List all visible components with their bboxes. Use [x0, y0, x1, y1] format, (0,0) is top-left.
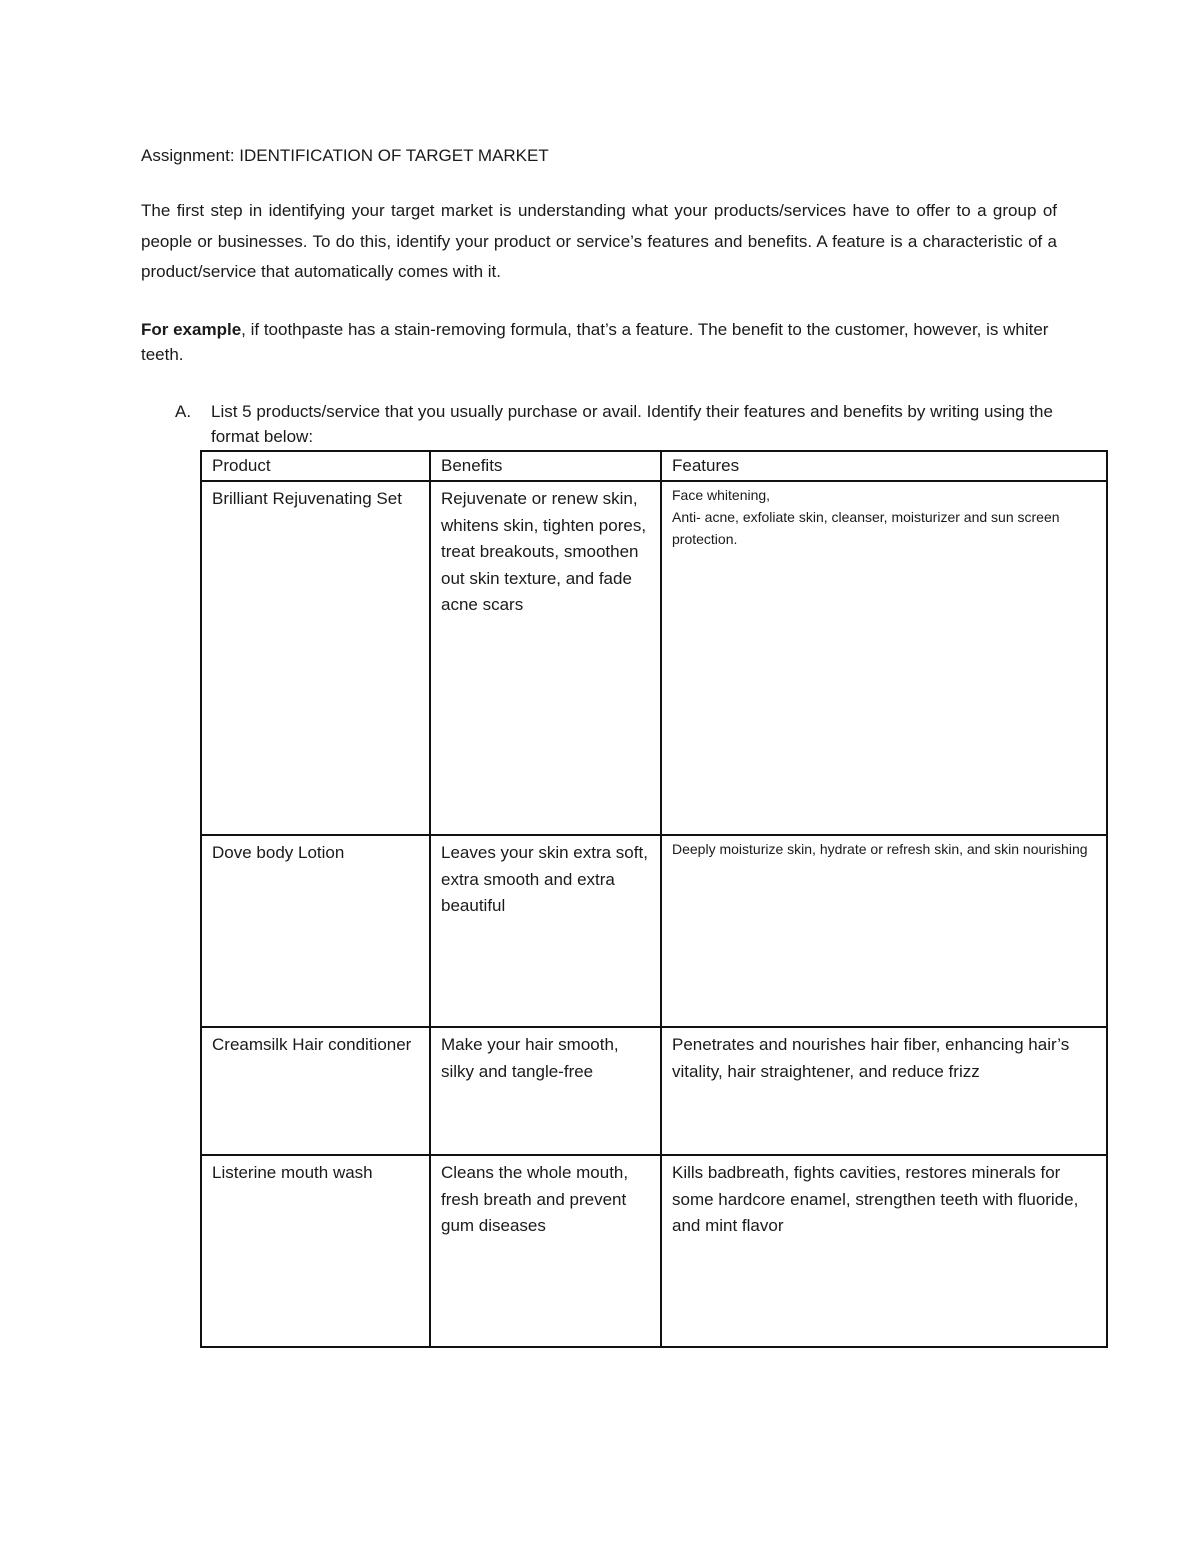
example-label: For example — [141, 320, 242, 339]
product-cell: Creamsilk Hair conditioner — [201, 1027, 430, 1155]
features-cell — [661, 481, 1107, 835]
product-cell: Listerine mouth wash — [201, 1155, 430, 1347]
list-item-text: List 5 products/service that you usually purchase or avail. Identify their features and benefits by writing using the format below: — [211, 402, 1053, 446]
features-benefits-table — [200, 450, 1108, 1348]
product-cell: Brilliant Rejuvenating Set — [201, 481, 430, 835]
header-product: Product — [201, 451, 430, 481]
assignment-title: Assignment: IDENTIFICATION OF TARGET MARKET — [141, 146, 549, 165]
table-row — [201, 481, 1107, 835]
header-features: Features — [661, 451, 1107, 481]
benefits-cell: Rejuvenate or renew skin, whitens skin, tighten pores, treat breakouts, smoothen out skin texture, and fade acne scars — [430, 481, 661, 835]
list-marker: A. — [175, 402, 192, 421]
intro-paragraph: The first step in identifying your target market is understanding what your products/services have to offer to a group of people or businesses. To do this, identify your product or service’s features and benefits. A feature is a characteristic of a product/service that automatically comes with it. — [141, 201, 1057, 281]
table-row — [201, 1027, 1107, 1155]
benefits-cell: Leaves your skin extra soft, extra smooth and extra beautiful — [430, 835, 661, 1027]
features-line: Face whitening, — [672, 487, 771, 503]
features-cell: Kills badbreath, fights cavities, restores minerals for some hardcore enamel, strengthen teeth with fluoride, and mint flavor — [661, 1155, 1107, 1347]
example-text: , if toothpaste has a stain-removing formula, that’s a feature. The benefit to the customer, however, is whiter teeth. — [141, 320, 1049, 364]
table-row — [201, 835, 1107, 1027]
features-line: Anti- acne, exfoliate skin, cleanser, moisturizer and sun screen protection. — [672, 509, 1060, 547]
table-header-row — [201, 451, 1107, 481]
features-cell: Deeply moisturize skin, hydrate or refresh skin, and skin nourishing — [661, 835, 1107, 1027]
table-row — [201, 1155, 1107, 1347]
product-cell: Dove body Lotion — [201, 835, 430, 1027]
example-paragraph — [141, 317, 1057, 367]
benefits-cell: Cleans the whole mouth, fresh breath and prevent gum diseases — [430, 1155, 661, 1347]
header-benefits: Benefits — [430, 451, 661, 481]
features-cell: Penetrates and nourishes hair fiber, enhancing hair’s vitality, hair straightener, and reduce frizz — [661, 1027, 1107, 1155]
benefits-cell: Make your hair smooth, silky and tangle-free — [430, 1027, 661, 1155]
